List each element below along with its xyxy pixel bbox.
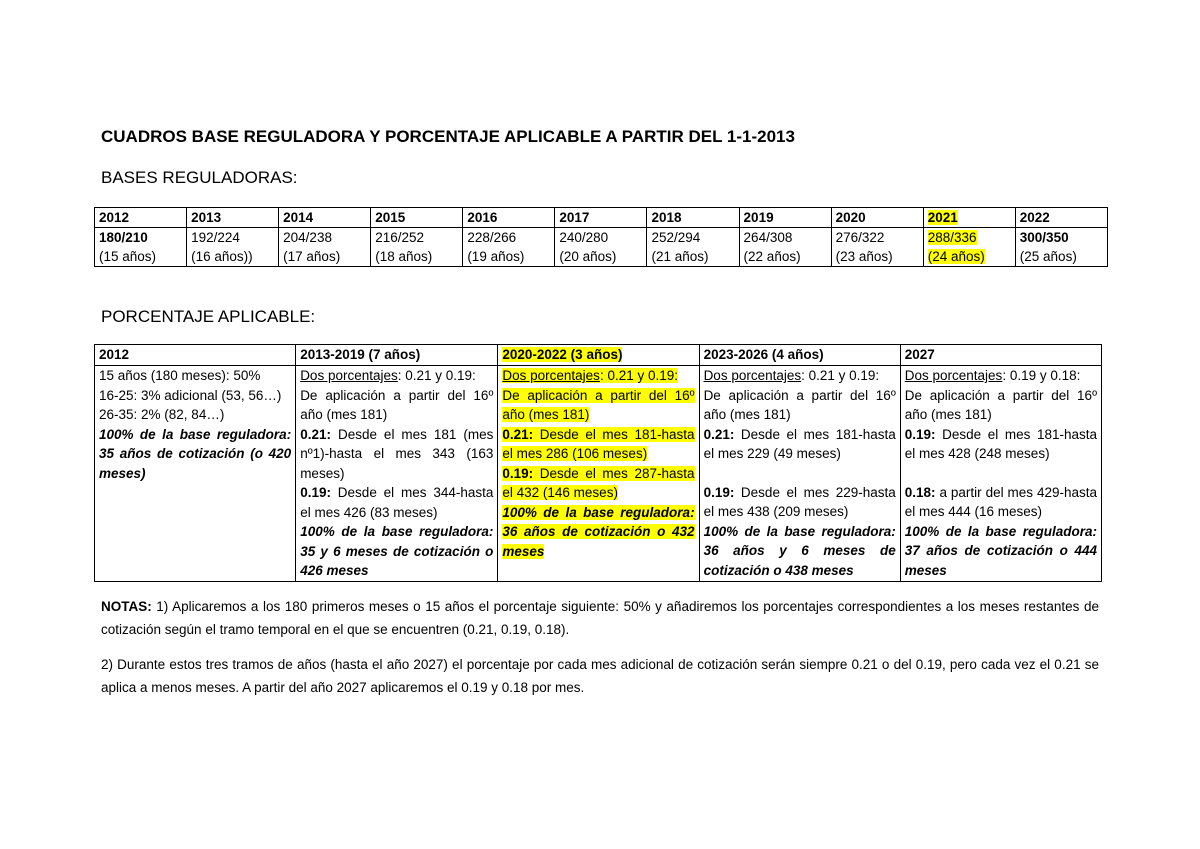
bases-value-cell: 276/322 (23 años) [831, 228, 923, 267]
bases-value-cell: 192/224 (16 años)) [187, 228, 279, 267]
bases-value-row [95, 228, 1108, 267]
notes-label: NOTAS: [101, 599, 152, 614]
bases-value-cell: 288/336 (24 años) [923, 228, 1015, 267]
pct-cell-2012: 15 años (180 meses): 50% 16-25: 3% adicional (53, 56…) 26-35: 2% (82, 84…) 100% de la base reguladora: 35 años de cotización (o 420 meses) [95, 366, 296, 582]
bases-value-cell: 264/308 (22 años) [739, 228, 831, 267]
bases-year-cell: 2012 [95, 208, 187, 228]
pct-cell-2020-2022: Dos porcentajes: 0.21 y 0.19: De aplicación a partir del 16º año (mes 181) 0.21: Desde el mes 181-hasta el mes 286 (106 meses) 0.19: Desde el mes 287-hasta el 432 (146 meses) 100% de la base reguladora: 36 años de cotización o 432 meses [498, 366, 699, 582]
bases-year-cell: 2015 [371, 208, 463, 228]
bases-value-cell: 300/350 (25 años) [1015, 228, 1107, 267]
bases-year-cell: 2020 [831, 208, 923, 228]
bases-year-cell: 2017 [555, 208, 647, 228]
pct-header-row [95, 345, 1102, 366]
note-2: 2) Durante estos tres tramos de años (hasta el año 2027) el porcentaje por cada mes adicional de cotización serán siempre 0.21 o del 0.19, pero cada vez el 0.21 se aplica a menos meses. A partir del año 2027 aplicaremos el 0.19 y 0.18 por mes. [101, 657, 1099, 695]
bases-year-cell: 2014 [279, 208, 371, 228]
pct-header-cell: 2027 [900, 345, 1101, 366]
bases-heading: BASES REGULADORAS: [101, 168, 298, 187]
bases-year-cell: 2018 [647, 208, 739, 228]
bases-value-cell: 216/252 (18 años) [371, 228, 463, 267]
document-title: CUADROS BASE REGULADORA Y PORCENTAJE APLICABLE A PARTIR DEL 1-1-2013 [101, 127, 795, 146]
pct-header-cell: 2013-2019 (7 años) [296, 345, 498, 366]
bases-value-cell: 228/266 (19 años) [463, 228, 555, 267]
pct-cell-2023-2026: Dos porcentajes: 0.21 y 0.19: De aplicación a partir del 16º año (mes 181) 0.21: Desde el mes 181-hasta el mes 229 (49 meses) 0.19: Desde el mes 229-hasta el mes 438 (209 meses) 100% de la base reguladora: 36 años y 6 meses de cotización o 438 meses [699, 366, 900, 582]
bases-year-cell: 2013 [187, 208, 279, 228]
bases-value-cell: 180/210 (15 años) [95, 228, 187, 267]
percentage-table [94, 344, 1102, 582]
pct-header-cell: 2012 [95, 345, 296, 366]
pct-cell-2013-2019: Dos porcentajes: 0.21 y 0.19: De aplicación a partir del 16º año (mes 181) 0.21: Desde el mes 181 (mes nº1)-hasta el mes 343 (163 meses) 0.19: Desde el mes 344-hasta el mes 426 (83 meses) 100% de la base reguladora: 35 y 6 meses de cotización o 426 meses [296, 366, 498, 582]
bases-value-cell: 240/280 (20 años) [555, 228, 647, 267]
bases-year-cell: 2021 [923, 208, 1015, 228]
pct-body-row [95, 366, 1102, 582]
note-1-text: 1) Aplicaremos a los 180 primeros meses o 15 años el porcentaje siguiente: 50% y añadiremos los porcentajes correspondientes a los meses restantes de cotización según el tramo temporal en el que se encuentren (0.21, 0.19, 0.18). [101, 599, 1099, 637]
pct-header-cell: 2023-2026 (4 años) [699, 345, 900, 366]
bases-value-cell: 204/238 (17 años) [279, 228, 371, 267]
bases-year-cell: 2016 [463, 208, 555, 228]
pct-cell-2027: Dos porcentajes: 0.19 y 0.18: De aplicación a partir del 16º año (mes 181) 0.19: Desde el mes 181-hasta el mes 428 (248 meses) 0.18: a partir del mes 429-hasta el mes 444 (16 meses) 100% de la base reguladora: 37 años de cotización o 444 meses [900, 366, 1101, 582]
pct-heading: PORCENTAJE APLICABLE: [101, 307, 316, 326]
bases-table [94, 207, 1108, 267]
bases-value-cell: 252/294 (21 años) [647, 228, 739, 267]
bases-year-row [95, 208, 1108, 228]
note-1 [101, 595, 1099, 641]
pct-header-cell: 2020-2022 (3 años) [498, 345, 699, 366]
bases-year-cell: 2022 [1015, 208, 1107, 228]
bases-year-cell: 2019 [739, 208, 831, 228]
